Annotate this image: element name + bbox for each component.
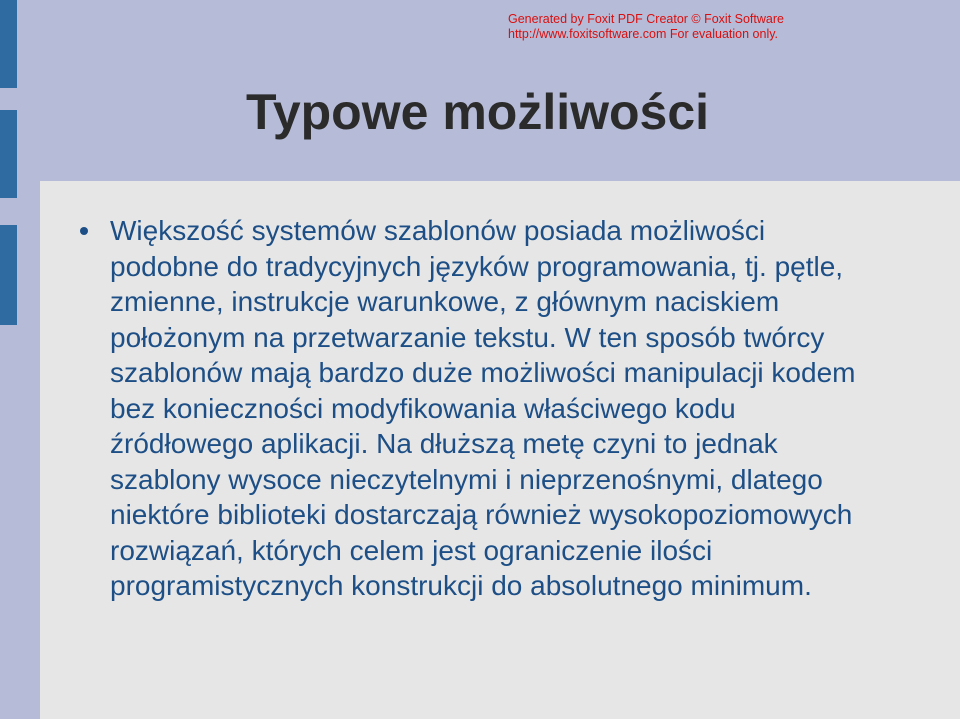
- bullet-dot-icon: [80, 227, 88, 235]
- bullet-text: Większość systemów szablonów posiada możliwości podobne do tradycyjnych języków programowania, tj. pętle, zmienne, instrukcje warunkowe, z głównym naciskiem położonym na przetwarzanie tekstu. W ten sposób twórcy szablonów mają bardzo duże możliwości manipulacji kodem bez konieczności modyfikowania właściwego kodu źródłowego aplikacji. Na dłuższą metę czyni to jednak szablony wysoce nieczytelnymi i nieprzenośnymi, dlatego niektóre biblioteki dostarczają również wysokopoziomowych rozwiązań, których celem jest ograniczenie ilości programistycznych konstrukcji do absolutnego minimum.: [110, 215, 856, 601]
- decorative-bar-bottom: [0, 225, 17, 325]
- decorative-bar-middle: [0, 110, 17, 198]
- watermark-line-2: http://www.foxitsoftware.com For evaluation only.: [508, 27, 779, 41]
- foxit-watermark: [508, 12, 784, 42]
- slide-content-panel: [40, 181, 960, 719]
- decorative-bar-top: [0, 0, 17, 88]
- watermark-line-1: Generated by Foxit PDF Creator © Foxit Software: [508, 12, 784, 26]
- slide-title: Typowe możliwości: [246, 84, 710, 140]
